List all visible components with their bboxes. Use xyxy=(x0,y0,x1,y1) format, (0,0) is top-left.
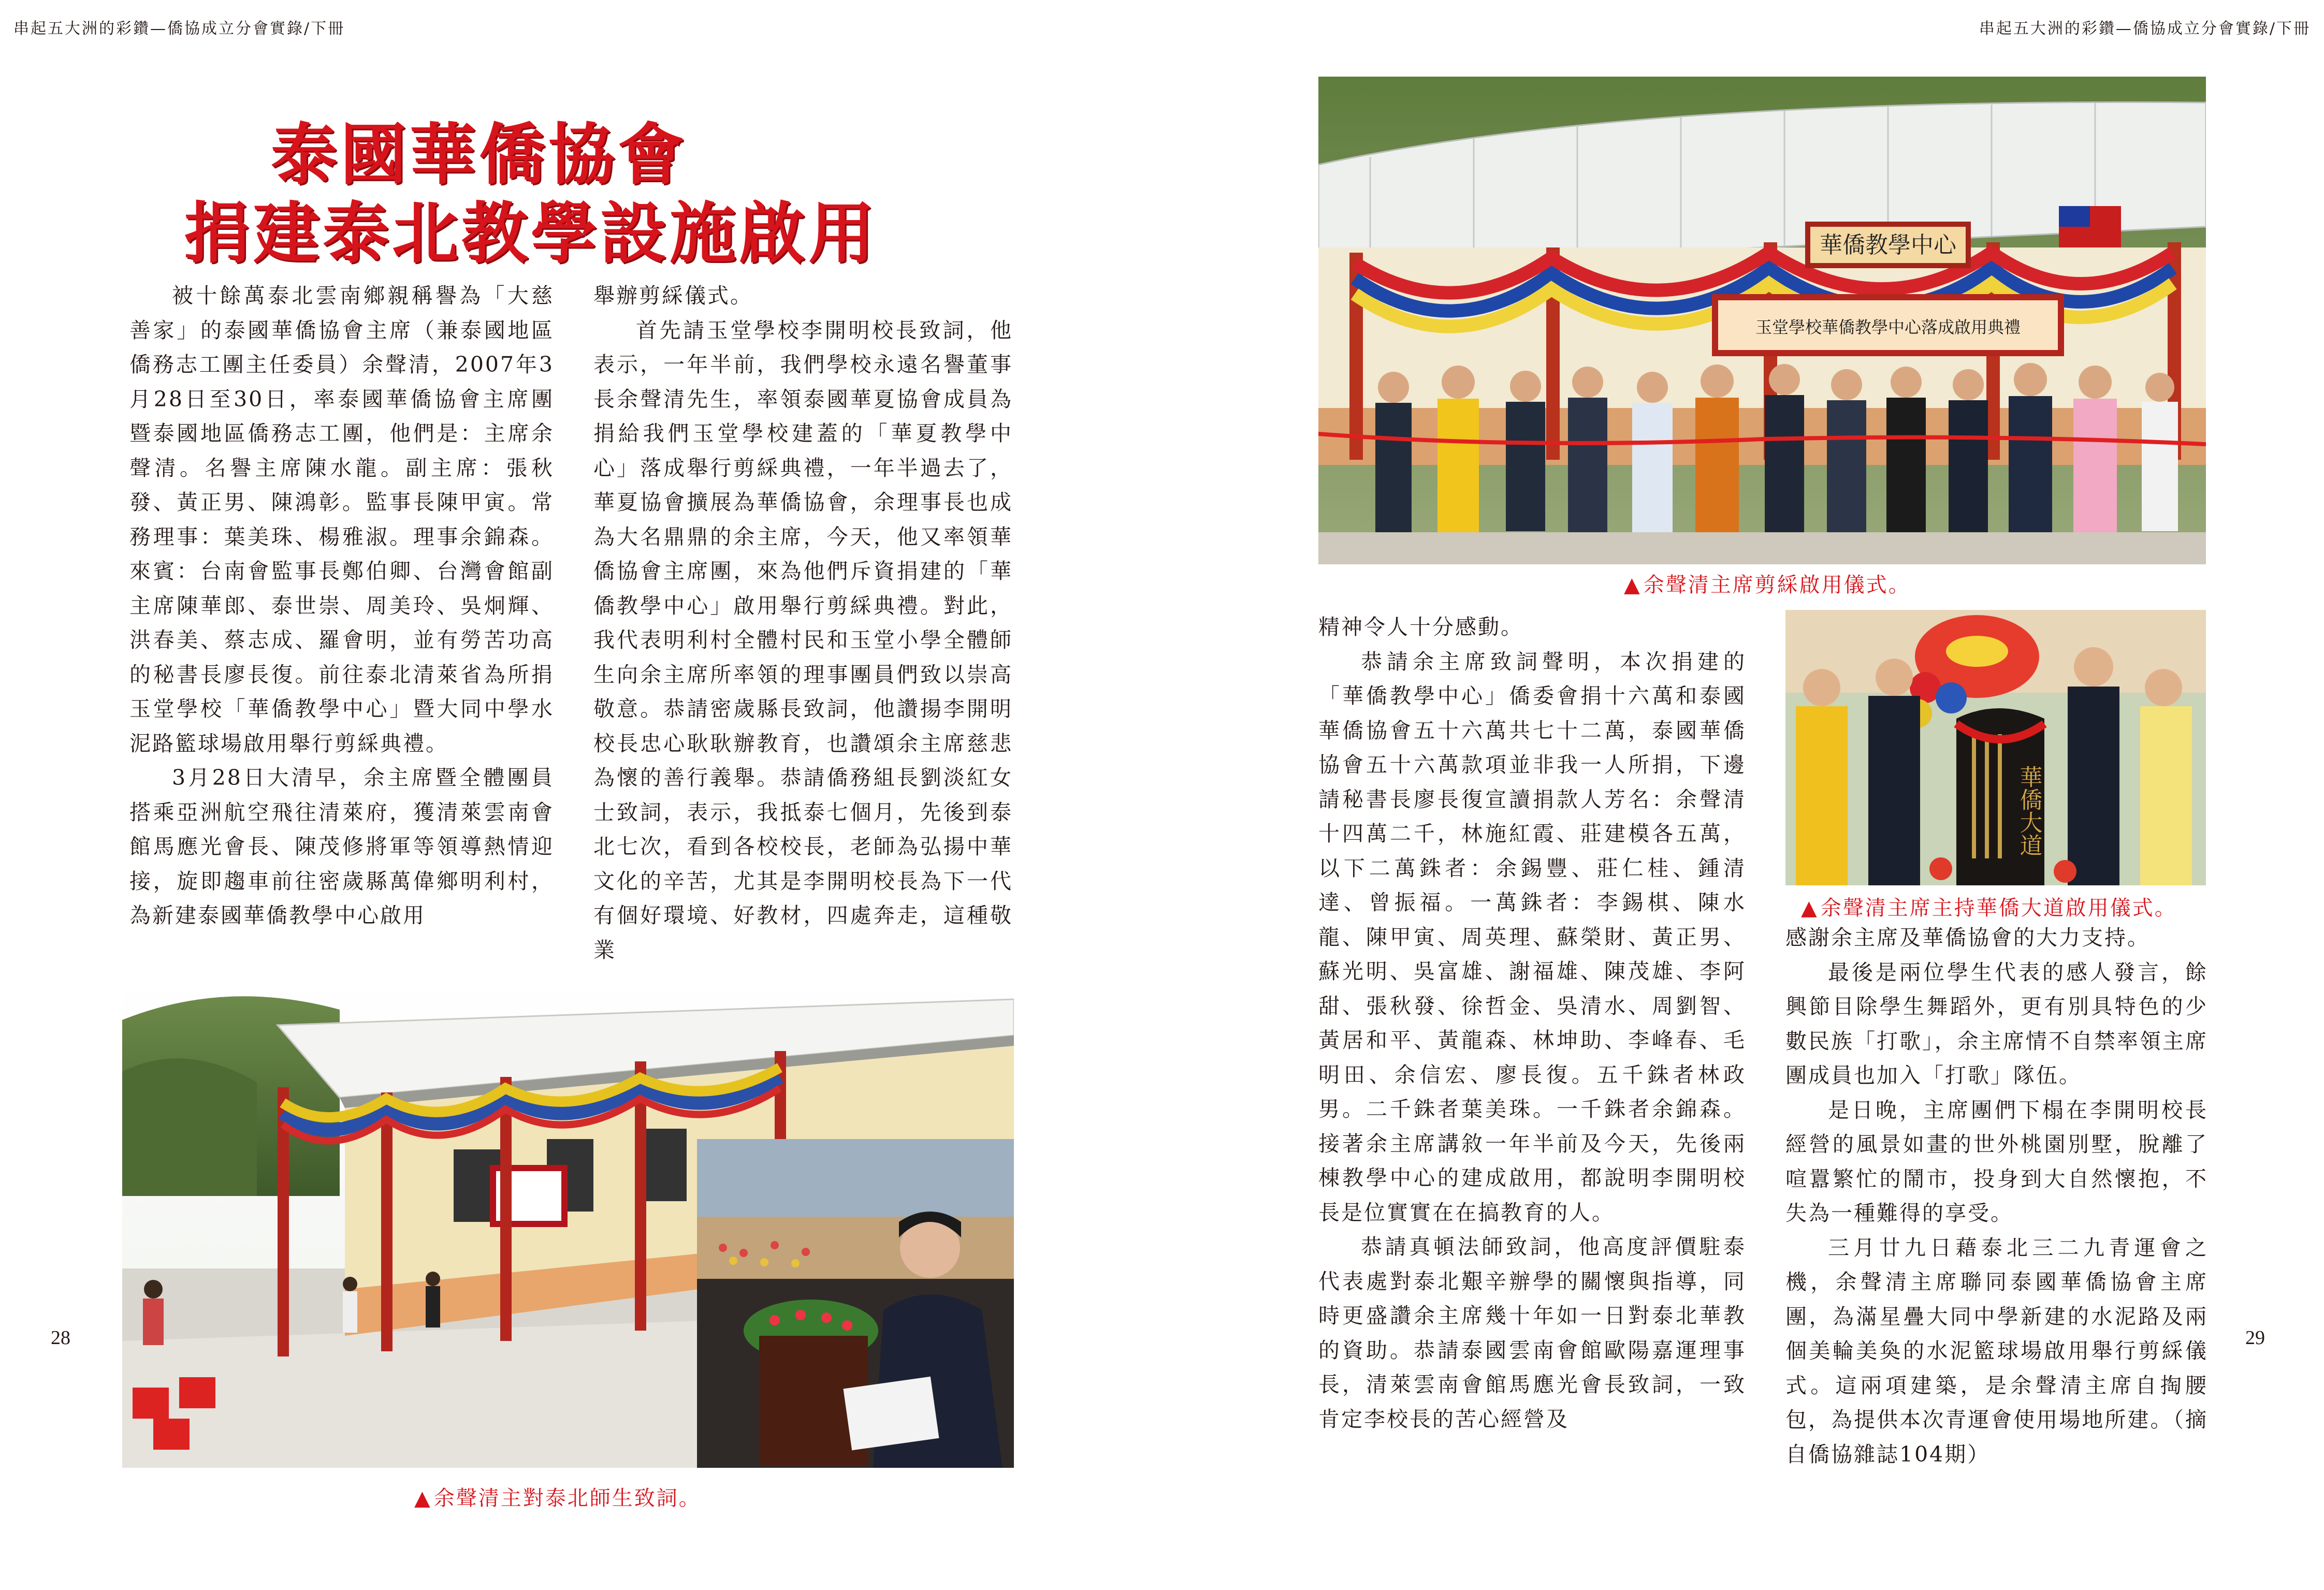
text-column-3 xyxy=(1318,610,1746,1436)
caption-text: 余聲清主席主持華僑大道啟用儀式。 xyxy=(1820,896,2177,920)
article-title-line1: 泰國華僑協會 xyxy=(270,116,687,194)
paragraph: 恭請余主席致詞聲明，本次捐建的「華僑教學中心」僑委會捐十六萬和泰國華僑協會五十六萬共七十二萬，泰國華僑協會五十六萬款項並非我一人所捐，下邊請秘書長廖長復宣讀捐款人芳名：余聲清十四萬二千，林施紅霞、莊建模各五萬，以下二萬銖者：余錫豐、莊仁桂、鍾清達、曾振福。一萬銖者：李錫棋、陳水龍、陳甲寅、周英理、蘇榮財、黃正男、蘇光明、吳富雄、謝福雄、陳茂雄、李阿甜、張秋發、徐哲金、吳清水、周劉智、黃居和平、黃龍森、林坤助、李峰春、毛明田、余信宏、廖長復。五千銖者林政男。二千銖者葉美珠。一千銖者余錦森。接著余主席講敘一年半前及今天，先後兩棟教學中心的建成啟用，都說明李開明校長是位實實在在搞教育的人。 xyxy=(1318,649,1746,1225)
article-title-line2: 捐建泰北教學設施啟用 xyxy=(183,195,878,272)
caption-bottom-left xyxy=(414,1482,701,1511)
text-column-2 xyxy=(593,279,1013,967)
triangle-icon: ▲ xyxy=(1624,573,1642,597)
paragraph: 3月28日大清早，余主席暨全體團員搭乘亞洲航空飛往清萊府，獲清萊雲南會館馬應光會長、陳茂修將軍等領導熱情迎接，旋即趨車前往密歲縣萬偉鄉明利村，為新建泰國華僑教學中心啟用 xyxy=(129,765,554,928)
paragraph: 恭請真頓法師致詞，他高度評價駐泰代表處對泰北艱辛辦學的關懷與指導，同時更盛讚余主席幾十年如一日對泰北華教的資助。恭請泰國雲南會館歐陽嘉運理事長，清萊雲南會館馬應光會長致詞，一致肯定李校長的苦心經營及 xyxy=(1318,1234,1746,1432)
triangle-icon: ▲ xyxy=(1801,896,1819,920)
paragraph: 感謝余主席及華僑協會的大力支持。 xyxy=(1785,925,2150,950)
running-head-right: 串起五大洲的彩鑽—僑協成立分會實錄/下冊 xyxy=(1979,20,2311,38)
photo-school-ceremony xyxy=(122,979,1014,1468)
school-building-illustration xyxy=(122,979,1014,1468)
sign-main-text: 華僑教學中心 xyxy=(1820,232,1956,258)
paragraph: 精神令人十分感動。 xyxy=(1318,615,1523,639)
page-number-right: 29 xyxy=(2245,1327,2265,1349)
paragraph: 被十餘萬泰北雲南鄉親稱譽為「大慈善家」的泰國華僑協會主席（兼泰國地區僑務志工團主任委員）余聲清，2007年3月28日至30日，率泰國華僑協會主席團暨泰國地區僑務志工團，他們是：主席余聲清。名譽主席陳水龍。副主席：張秋發、黃正男、陳鴻彰。監事長陳甲寅。常務理事：葉美珠、楊雅淑。理事余錦森。來賓：台南會監事長鄭伯卿、台灣會館副主席陳華郎、泰世崇、周美玲、吳炯輝、洪春美、蔡志成、羅會明，並有勞苦功高的秘書長廖長復。前往泰北清萊省為所捐玉堂學校「華僑教學中心」暨大同中學水泥路籃球場啟用舉行剪綵典禮。 xyxy=(129,283,554,756)
ribbon-cutting-illustration xyxy=(1318,77,2206,564)
paragraph: 三月廿九日藉泰北三二九青運會之機，余聲清主席聯同泰國華僑協會主席團，為滿星疊大同中學新建的水泥路及兩個美輪美奐的水泥籃球場啟用舉行剪綵儀式。這兩項建築，是余聲清主席自掏腰包，為提供本次青運會使用場地所建。（摘自僑協雜誌104期） xyxy=(1785,1235,2208,1467)
avenue-opening-illustration xyxy=(1785,610,2206,885)
photo-avenue-opening xyxy=(1785,610,2206,885)
paragraph: 首先請玉堂學校李開明校長致詞，他表示，一年半前，我們學校永遠名譽董事長余聲清先生，率領泰國華夏協會成員為捐給我們玉堂學校建蓋的「華夏教學中心」落成舉行剪綵典禮，一年半過去了，華夏協會擴展為華僑協會，余理事長也成為大名鼎鼎的余主席，今天，他又率領華僑協會主席團，來為他們斥資捐建的「華僑教學中心」啟用舉行剪綵典禮。對此，我代表明利村全體村民和玉堂小學全體師生向余主席所率領的理事團員們致以崇高敬意。恭請密歲縣長致詞，他讚揚李開明校長忠心耿耿辦教育，也讚頌余主席慈悲為懷的善行義舉。恭請僑務組長劉淡紅女士致詞，表示，我抵泰七個月，先後到泰北七次，看到各校校長，老師為弘揚中華文化的辛苦，尤其是李開明校長為下一代有個好環境、好教材，四處奔走，這種敬業 xyxy=(593,317,1013,962)
stone-text: 華僑大道 xyxy=(2015,765,2042,856)
caption-text: 余聲清主對泰北師生致詞。 xyxy=(433,1486,701,1510)
caption-top-right xyxy=(1624,568,1911,598)
paragraph: 最後是兩位學生代表的感人發言，餘興節目除學生舞蹈外，更有別具特色的少數民族「打歌」，余主席情不自禁率領主席團成員也加入「打歌」隊伍。 xyxy=(1785,959,2208,1088)
triangle-icon: ▲ xyxy=(414,1486,432,1510)
caption-middle-right xyxy=(1801,892,2177,921)
photo-ribbon-cutting xyxy=(1318,77,2206,564)
caption-text: 余聲清主席剪綵啟用儀式。 xyxy=(1643,573,1911,597)
running-head-left: 串起五大洲的彩鑽—僑協成立分會實錄/下冊 xyxy=(13,20,345,38)
paragraph: 是日晚，主席團們下榻在李開明校長經營的風景如畫的世外桃園別墅，脫離了喧囂繁忙的鬧市，投身到大自然懷抱，不失為一種難得的享受。 xyxy=(1785,1097,2208,1226)
page-number-left: 28 xyxy=(51,1327,70,1349)
text-column-1 xyxy=(129,279,554,933)
text-column-4 xyxy=(1785,921,2208,1471)
paragraph: 舉辦剪綵儀式。 xyxy=(593,283,753,308)
banner-text: 玉堂學校華僑教學中心落成啟用典禮 xyxy=(1755,317,2021,337)
